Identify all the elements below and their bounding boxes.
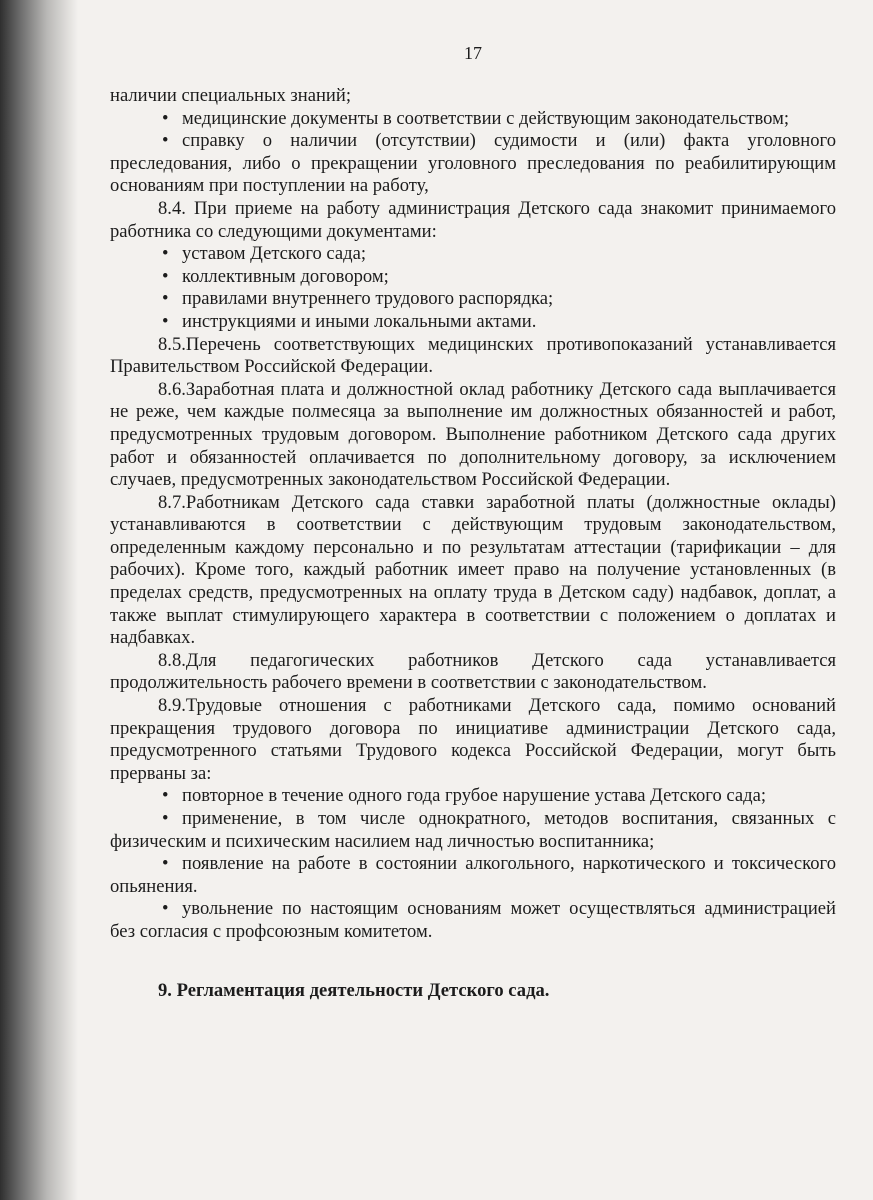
paragraph: наличии специальных знаний;: [110, 85, 351, 106]
list-item: • медицинские документы в соответствии с действующим законодательством;: [110, 108, 836, 131]
paragraph: 8.8.Для педагогических работников Детского сада устанавливается продолжительность рабочего времени в соответствии с законодательством.: [110, 649, 836, 694]
document-page: [110, 0, 836, 1200]
list-item: • инструкциями и иными локальными актами.: [110, 311, 836, 334]
paragraph: 8.4. При приеме на работу администрация Детского сада знакомит принимаемого работника со следующими документами:: [110, 197, 836, 242]
list-item: • применение, в том числе однократного, методов воспитания, связанных с физическим и психическим насилием над личностью воспитанника;: [110, 808, 836, 853]
section-heading: 9. Регламентация деятельности Детского сада.: [158, 979, 550, 1001]
list-item: • уставом Детского сада;: [110, 243, 836, 266]
list-item: • коллективным договором;: [110, 266, 836, 289]
page-number: 17: [464, 43, 482, 63]
list-item: • увольнение по настоящим основаниям может осуществляться администрацией без согласия с профсоюзным комитетом.: [110, 898, 836, 943]
list-item: • правилами внутреннего трудового распорядка;: [110, 288, 836, 311]
list-item: • появление на работе в состоянии алкогольного, наркотического и токсического опьянения.: [110, 853, 836, 898]
paragraph: 8.7.Работникам Детского сада ставки заработной платы (должностные оклады) устанавливаются в соответствии с действующим трудовым законодательством, определенным каждому персонально и по результатам аттестации (тарификации – для рабочих). Кроме того, каждый работник имеет право на получение установленных (в пределах средств, предусмотренных на оплату труда в Детском саду) надбавок, доплат, а также выплат стимулирующего характера в соответствии с положением о доплатах и надбавках.: [110, 491, 836, 649]
paragraph: 8.9.Трудовые отношения с работниками Детского сада, помимо оснований прекращения трудового договора по инициативе администрации Детского сада, предусмотренного статьями Трудового кодекса Российской Федерации, могут быть прерваны за:: [110, 695, 836, 784]
list-item: • справку о наличии (отсутствии) судимости и (или) факта уголовного преследования, либо о прекращении уголовного преследования по реабилитирующим основаниям при поступлении на работу,: [110, 130, 836, 198]
paragraph: 8.6.Заработная плата и должностной оклад работнику Детского сада выплачивается не реже, чем каждые полмесяца за выполнение им должностных обязанностей и работ, предусмотренных трудовым договором. Выполнение работником Детского сада других работ и обязанностей оплачивается по дополнительному договору, за исключением случаев, предусмотренных законодательством Российской Федерации.: [110, 378, 836, 491]
page-body: [110, 85, 836, 1002]
paragraph: 8.5.Перечень соответствующих медицинских противопоказаний устанавливается Правительством Российской Федерации.: [110, 333, 836, 378]
list-item: • повторное в течение одного года грубое нарушение устава Детского сада;: [110, 785, 836, 808]
scan-binding-shadow: [0, 0, 78, 1200]
